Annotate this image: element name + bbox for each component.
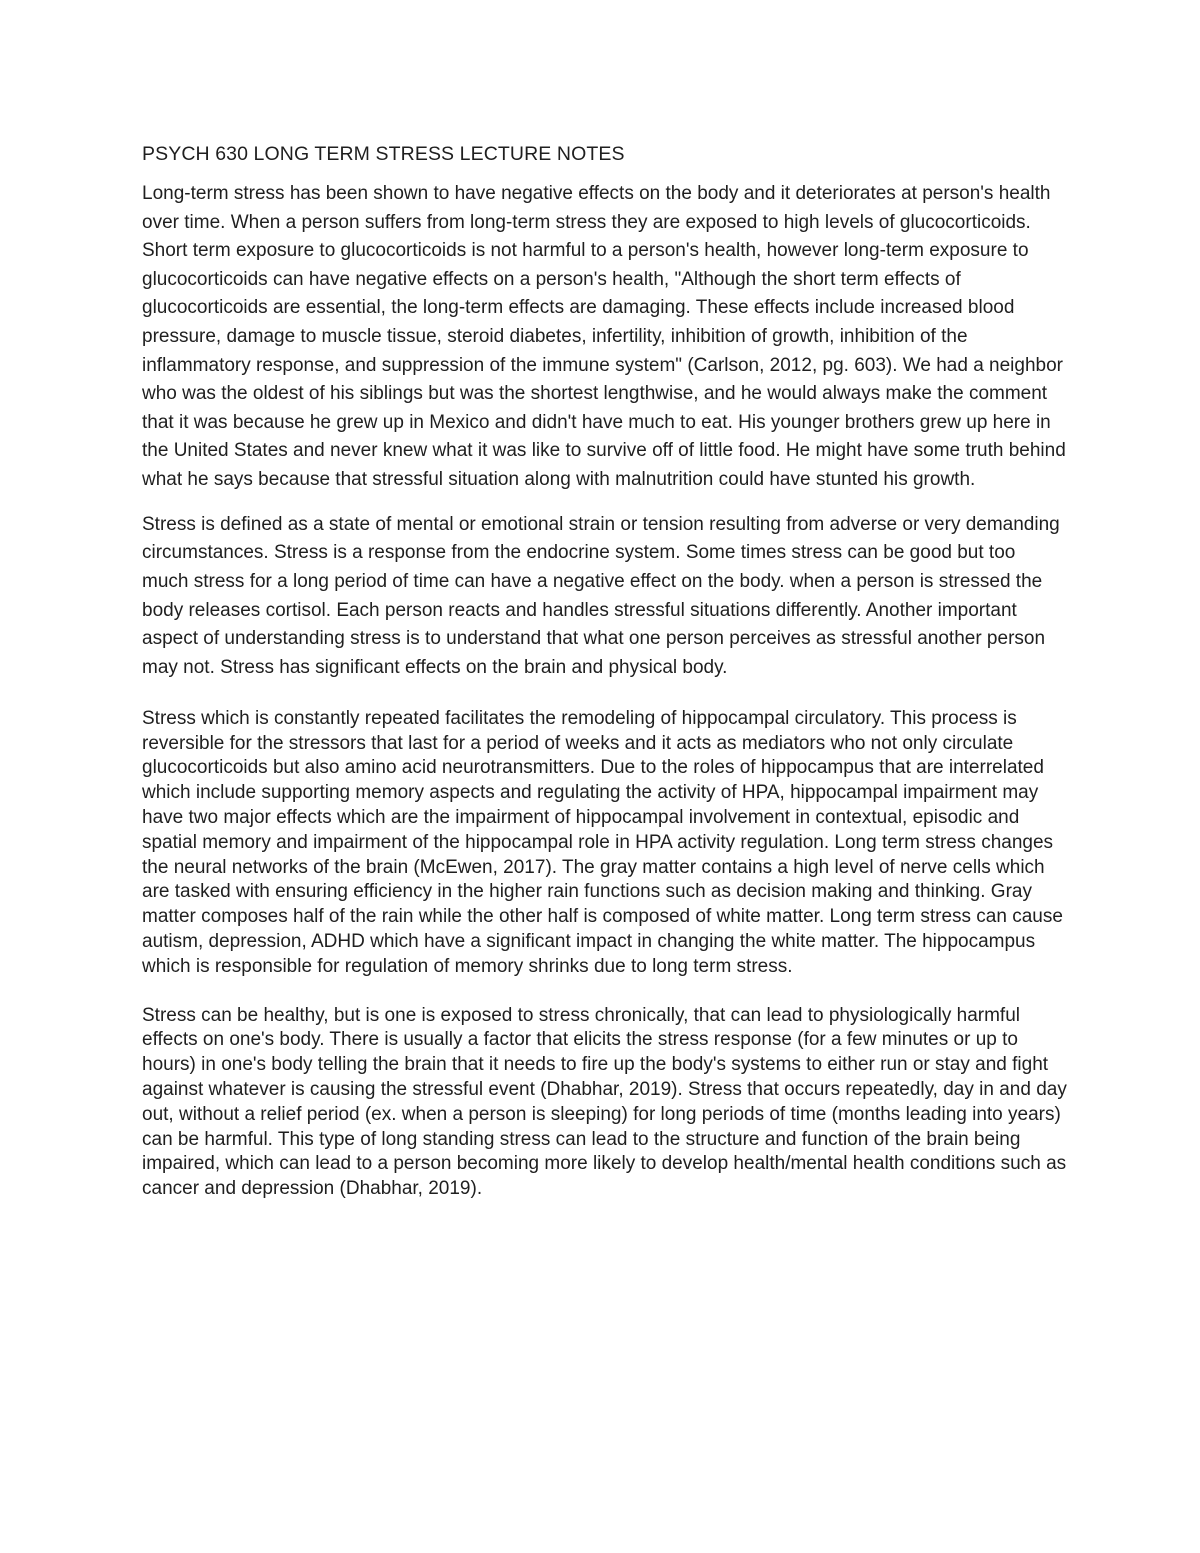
- paragraph-4: Stress can be healthy, but is one is exposed to stress chronically, that can lead to physiologically harmful effects on one's body. There is usually a factor that elicits the stress response (for a few minutes or up to hours) in one's body telling the brain that it needs to fire up the body's systems to either run or stay and fight against whatever is causing the stressful event (Dhabhar, 2019). Stress that occurs repeatedly, day in and day out, without a relief period (ex. when a person is sleeping) for long periods of time (months leading into years) can be harmful. This type of long standing stress can lead to the structure and function of the brain being impaired, which can lead to a person becoming more likely to develop health/mental health conditions such as cancer and depression (Dhabhar, 2019).: [142, 1004, 1067, 1200]
- paragraph-1: Long-term stress has been shown to have negative effects on the body and it deteriorates at person's health over time. When a person suffers from long-term stress they are exposed to high levels of glucocorticoids. Short term exposure to glucocorticoids is not harmful to a person's health, however long-term exposure to glucocorticoids can have negative effects on a person's health, "Although the short term effects of glucocorticoids are essential, the long-term effects are damaging. These effects include increased blood pressure, damage to muscle tissue, steroid diabetes, infertility, inhibition of growth, inhibition of the inflammatory response, and suppression of the immune system" (Carlson, 2012, pg. 603). We had a neighbor who was the oldest of his siblings but was the shortest lengthwise, and he would always make the comment that it was because he grew up in Mexico and didn't have much to eat. His younger brothers grew up here in the United States and never knew what it was like to survive off of little food. He might have some truth behind what he says because that stressful situation along with malnutrition could have stunted his growth.: [142, 183, 1066, 490]
- paragraph-3: Stress which is constantly repeated facilitates the remodeling of hippocampal circulatory. This process is reversible for the stressors that last for a period of weeks and it acts as mediators who not only circulate glucocorticoids but also amino acid neurotransmitters. Due to the roles of hippocampus that are interrelated which include supporting memory aspects and regulating the activity of HPA, hippocampal impairment may have two major effects which are the impairment of hippocampal involvement in contextual, episodic and spatial memory and impairment of the hippocampal role in HPA activity regulation. Long term stress changes the neural networks of the brain (McEwen, 2017). The gray matter contains a high level of nerve cells which are tasked with ensuring efficiency in the higher rain functions such as decision making and thinking. Gray matter composes half of the rain while the other half is composed of white matter. Long term stress can cause autism, depression, ADHD which have a significant impact in changing the white matter. The hippocampus which is responsible for regulation of memory shrinks due to long term stress.: [142, 707, 1063, 977]
- paragraph-2: Stress is defined as a state of mental or emotional strain or tension resulting from adverse or very demanding circumstances. Stress is a response from the endocrine system. Some times stress can be good but too much stress for a long period of time can have a negative effect on the body. when a person is stressed the body releases cortisol. Each person reacts and handles stressful situations differently. Another important aspect of understanding stress is to understand that what one person perceives as stressful another person may not. Stress has significant effects on the brain and physical body.: [142, 513, 1060, 679]
- document-title: PSYCH 630 LONG TERM STRESS LECTURE NOTES: [142, 143, 625, 165]
- document-body: [142, 138, 1067, 1202]
